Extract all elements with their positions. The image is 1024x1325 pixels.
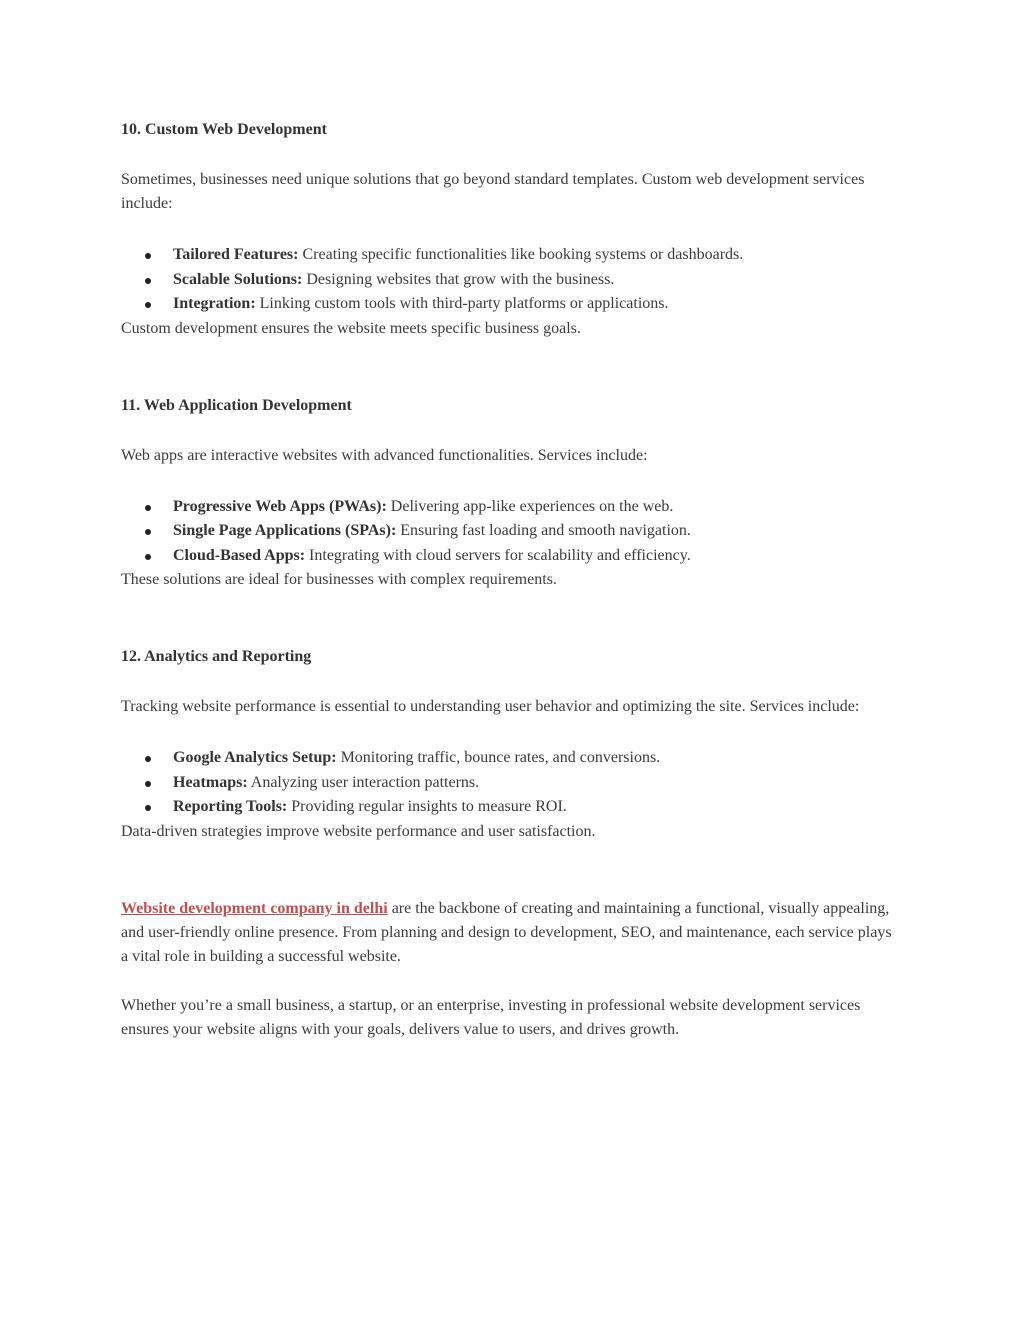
list-item — [121, 746, 901, 771]
list-item — [121, 544, 901, 569]
section-outro: Data-driven strategies improve website performance and user satisfaction. — [121, 822, 596, 840]
section-outro: These solutions are ideal for businesses with complex requirements. — [121, 571, 557, 588]
closing-paragraph: Whether you’re a small business, a startup, or an enterprise, investing in professional website development services ensures your website aligns with your goals, delivers value to users, and drives growth. — [121, 996, 861, 1038]
company-link[interactable]: Website development company in delhi — [121, 899, 388, 917]
bullet-list — [121, 495, 901, 569]
item-desc: Ensuring fast loading and smooth navigation. — [396, 522, 691, 539]
bullet-list — [121, 746, 901, 820]
item-term: Reporting Tools: — [173, 798, 288, 815]
item-desc: Creating specific functionalities like booking systems or dashboards. — [298, 246, 744, 263]
section-intro: Web apps are interactive websites with advanced functionalities. Services include: — [121, 446, 648, 464]
section-intro: Sometimes, businesses need unique solutions that go beyond standard templates. Custom web development services include: — [121, 171, 865, 212]
item-term: Integration: — [173, 295, 256, 312]
item-desc: Designing websites that grow with the business. — [302, 270, 615, 288]
section-analytics-and-reporting — [121, 645, 901, 844]
list-item — [121, 268, 901, 293]
item-desc: Delivering app-like experiences on the web. — [386, 497, 674, 515]
bullet-icon — [145, 805, 151, 811]
list-item — [121, 495, 901, 520]
list-item — [121, 519, 901, 544]
item-term: Tailored Features: — [173, 246, 299, 263]
item-desc: Providing regular insights to measure ROI. — [287, 798, 567, 815]
bullet-list — [121, 243, 901, 317]
list-item — [121, 771, 901, 796]
list-item — [121, 243, 901, 268]
section-intro: Tracking website performance is essential to understanding user behavior and optimizing the site. Services include: — [121, 698, 860, 715]
list-item — [121, 292, 901, 317]
bullet-icon — [145, 278, 151, 284]
bullet-icon — [145, 302, 151, 308]
bullet-icon — [145, 253, 151, 259]
item-desc: Linking custom tools with third-party platforms or applications. — [255, 295, 669, 312]
item-desc: Monitoring traffic, bounce rates, and conversions. — [336, 749, 661, 766]
section-heading: 10. Custom Web Development — [121, 121, 327, 138]
bullet-icon — [145, 781, 151, 787]
item-desc: Analyzing user interaction patterns. — [247, 773, 480, 791]
section-web-application-development — [121, 394, 901, 593]
bullet-icon — [145, 554, 151, 560]
item-desc: Integrating with cloud servers for scalability and efficiency. — [305, 546, 691, 564]
item-term: Google Analytics Setup: — [173, 749, 337, 766]
conclusion-text: are the backbone of creating and maintaining a functional, visually appealing, and user-friendly online presence. From planning and design to development, SEO, and maintenance, each service plays a vital role in building a successful website. — [121, 899, 892, 965]
section-heading: 12. Analytics and Reporting — [121, 648, 312, 665]
bullet-icon — [145, 529, 151, 535]
item-term: Scalable Solutions: — [173, 270, 303, 288]
item-term: Single Page Applications (SPAs): — [173, 522, 397, 539]
bullet-icon — [145, 756, 151, 762]
list-item — [121, 795, 901, 820]
section-heading: 11. Web Application Development — [121, 396, 352, 414]
conclusion-paragraph — [121, 897, 901, 969]
conclusion — [121, 897, 901, 1042]
section-outro: Custom development ensures the website meets specific business goals. — [121, 319, 581, 337]
section-custom-web-development — [121, 118, 901, 341]
item-term: Progressive Web Apps (PWAs): — [173, 497, 387, 515]
document-content — [121, 118, 901, 1042]
bullet-icon — [145, 505, 151, 511]
item-term: Cloud-Based Apps: — [173, 546, 306, 564]
item-term: Heatmaps: — [173, 773, 248, 791]
